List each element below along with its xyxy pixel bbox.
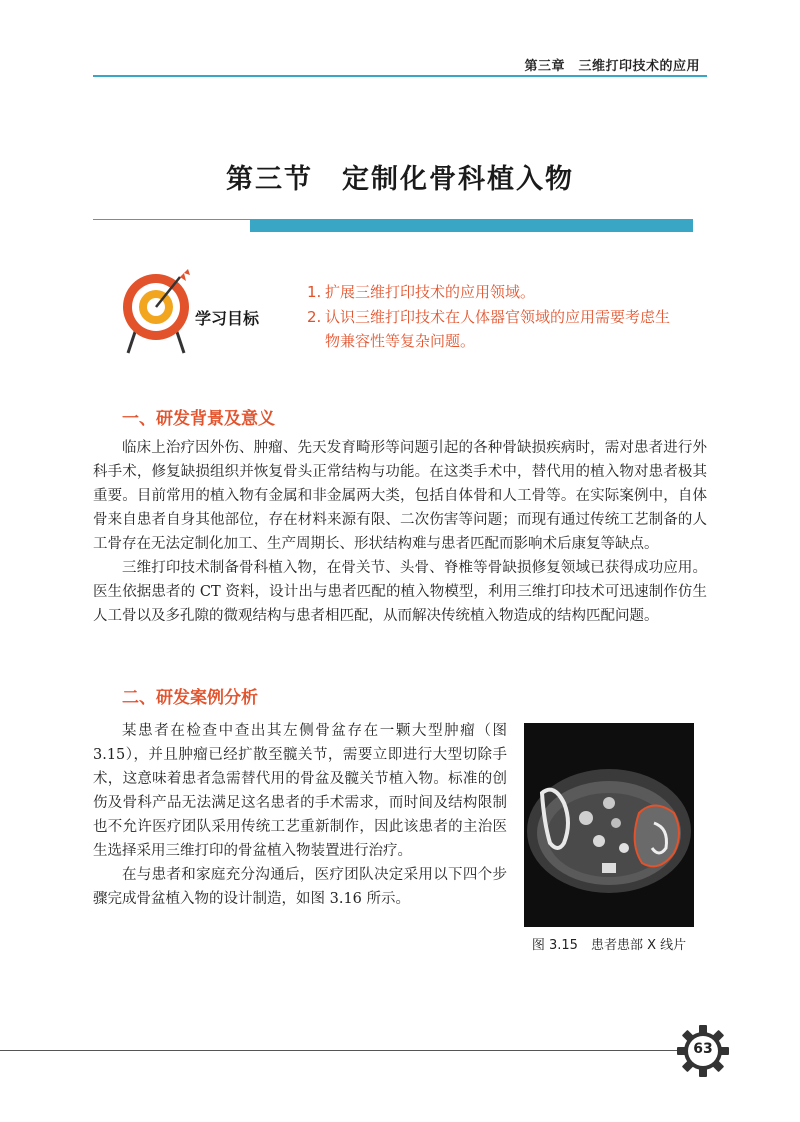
- section-body: [93, 436, 707, 628]
- objective-item: [307, 305, 707, 353]
- running-header: 第三章 三维打印技术的应用: [524, 59, 700, 74]
- target-icon: [118, 263, 194, 355]
- title-rule: [93, 219, 250, 220]
- objectives-label: 学习目标: [195, 309, 260, 328]
- objective-text: 扩展三维打印技术的应用领域。: [325, 283, 536, 301]
- section-body: [93, 719, 507, 911]
- title-accent-bar: [250, 219, 693, 232]
- paragraph: 某患者在检查中查出其左侧骨盆存在一颗大型肿瘤（图 3.15），并且肿瘤已经扩散至髋关节，需要立即进行大型切除手术，这意味着患者急需替代用的骨盆及髋关节植入物。标准的创伤及骨科产品无法满足这名患者的手术需求，而时间及结构限制也不允许医疗团队采用传统工艺重新制作，因此该患者的主治医生选择采用三维打印的骨盆植入物装置进行治疗。: [93, 723, 507, 859]
- paragraph: 三维打印技术制备骨科植入物，在骨关节、头骨、脊椎等骨缺损修复领域已获得成功应用。医生依据患者的 CT 资料，设计出与患者匹配的植入物模型，利用三维打印技术可迅速制作仿生人工骨以及多孔隙的微观结构与患者相匹配，从而解决传统植入物造成的结构匹配问题。: [93, 560, 707, 624]
- objective-number: 2.: [307, 308, 322, 326]
- paragraph: 临床上治疗因外伤、肿瘤、先天发育畸形等问题引起的各种骨缺损疾病时，需对患者进行外科手术，修复缺损组织并恢复骨头正常结构与功能。在这类手术中，替代用的植入物对患者极其重要。目前常用的植入物有金属和非金属两大类，包括自体骨和人工骨等。在实际案例中，自体骨来自患者自身其他部位，存在材料来源有限、二次伤害等问题；而现有通过传统工艺制备的人工骨存在无法定制化加工、生产周期长、形状结构难与患者匹配而影响术后康复等缺点。: [93, 440, 707, 552]
- section-heading: 一、研发背景及意义: [122, 409, 275, 429]
- objective-text-continued: 物兼容性等复杂问题。: [325, 332, 476, 350]
- page-number: 63: [693, 1041, 713, 1057]
- footer-rule: [0, 1050, 690, 1051]
- objective-item: [307, 280, 707, 304]
- objective-text: 认识三维打印技术在人体器官领域的应用需要考虑生: [325, 308, 671, 326]
- figure-caption: 图 3.15 患者患部 X 线片: [531, 938, 687, 953]
- header-rule: [93, 75, 707, 77]
- paragraph: 在与患者和家庭充分沟通后，医疗团队决定采用以下四个步骤完成骨盆植入物的设计制造，如图 3.16 所示。: [93, 867, 507, 907]
- ct-scan-image: [524, 723, 694, 927]
- section-title: 第三节 定制化骨科植入物: [226, 164, 574, 195]
- objective-number: 1.: [307, 283, 322, 301]
- section-heading: 二、研发案例分析: [122, 688, 258, 708]
